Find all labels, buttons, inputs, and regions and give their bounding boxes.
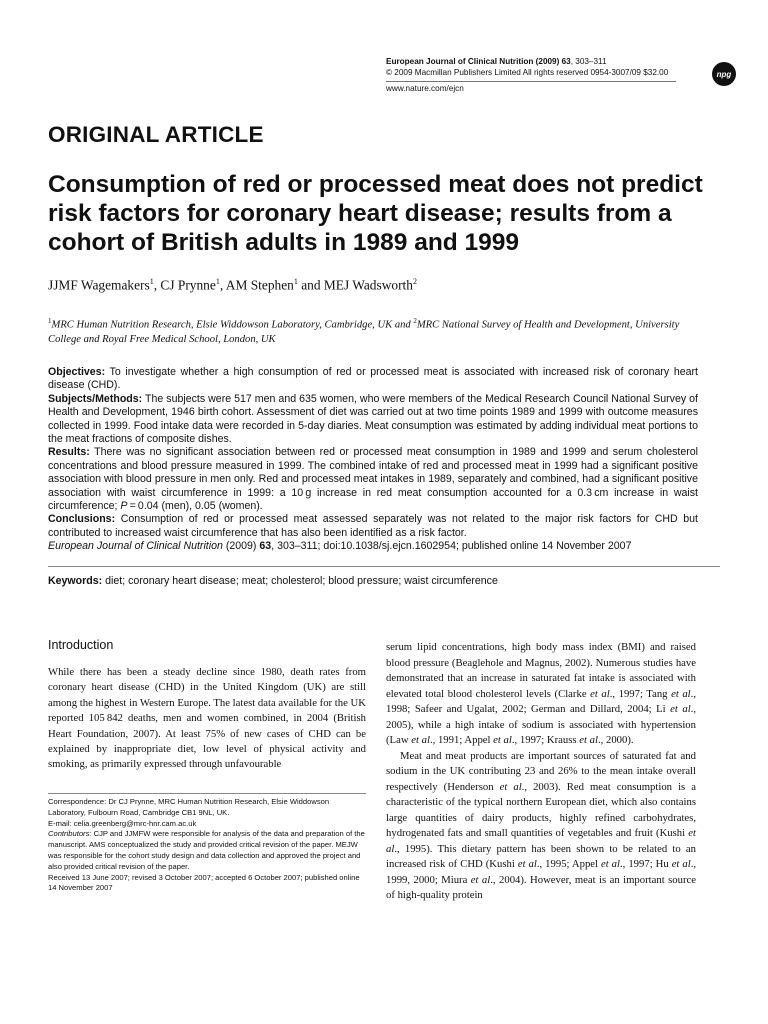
et-al: et al — [386, 827, 696, 855]
et-al: et al — [671, 687, 691, 700]
affiliation-text: MRC National Survey of Health and Development, University College and Royal Free Medical School, London, UK — [48, 319, 680, 346]
abstract-conclusions — [48, 513, 698, 540]
received-dates: Received 13 June 2007; revised 3 October 2007; accepted 6 October 2007; published online 14 November 2007 — [48, 872, 360, 893]
copyright-line: © 2009 Macmillan Publishers Limited All rights reserved 0954-3007/09 $32.00 — [386, 67, 669, 77]
npg-logo: npg — [712, 62, 736, 86]
citation-journal: European Journal of Clinical Nutrition — [48, 540, 223, 553]
journal-citation-line — [386, 57, 716, 68]
body-text: ., 2005), while a high intake of sodium is associated with hypertension (Law — [386, 703, 697, 746]
et-al: et al — [499, 780, 522, 793]
body-text: ., 1997; Krauss — [511, 734, 580, 746]
abstract-text: Consumption of red or processed meat assessed separately was not related to the major risk factors for CHD but contributed to increased waist circumference that has also been identified as a risk factor. — [48, 513, 698, 539]
affiliation-text: MRC Human Nutrition Research, Elsie Widdowson Laboratory, Cambridge, UK and — [51, 319, 414, 331]
introduction-right-column — [386, 640, 696, 904]
journal-name: European Journal of Clinical Nutrition (2009) — [386, 57, 562, 66]
footnote-divider — [48, 793, 366, 794]
et-al: et al — [600, 858, 620, 870]
abstract-methods — [48, 393, 698, 447]
author-name: and MEJ Wadsworth — [297, 277, 413, 293]
author-affiliation-mark: 2 — [412, 277, 417, 286]
author-affiliation-mark: 1 — [293, 277, 298, 286]
body-text: ., 1995; Appel — [536, 858, 601, 870]
author-affiliation-mark: 1 — [215, 277, 220, 286]
body-text: ., 1999, 2000; Miura — [386, 858, 697, 886]
body-text: ., 2003). Red meat consumption is a characteristic of the typical northern European diet, which also contains large quantities of dairy products, highly refined carbohydrates, hydrogenated fats and small quantities of vegetables and fruit (Kushi — [386, 780, 696, 839]
body-text: ., 2000). — [597, 734, 634, 746]
abstract-objectives — [48, 366, 698, 393]
abstract-citation — [48, 540, 698, 553]
contributors-text: CJP and JJMFW were responsible for analysis of the data and preparation of the manuscript. AMS conceptualized the study and provided critical revision of the paper. MEJW was responsible for the cohort study design and data collection and approved the project and also provided critical revision of the paper. — [48, 829, 365, 871]
author-affiliation-mark: 1 — [149, 277, 154, 286]
abstract — [48, 366, 698, 554]
et-al: et al — [670, 703, 691, 715]
et-al: et al — [671, 858, 691, 870]
correspondence-email[interactable]: E-mail: celia.greenberg@mrc-hnr.cam.ac.uk — [48, 818, 197, 828]
et-al: et al — [411, 734, 430, 746]
et-al: et al — [493, 734, 512, 746]
body-text: ., 1998; Safeer and Ugalat, 2002; German and Dillard, 2004; Li — [386, 687, 696, 715]
journal-pages: , 303–311 — [570, 57, 607, 66]
section-label: ORIGINAL ARTICLE — [48, 122, 264, 147]
abstract-text: = 0.04 (men), 0.05 (women). — [127, 500, 263, 513]
affiliation-mark: 2 — [413, 317, 417, 325]
abstract-label: Conclusions: — [48, 513, 116, 526]
body-text: ., 1991; Appel — [429, 734, 494, 746]
body-text: ., 2004). However, meat is an important source of high-quality protein — [386, 873, 696, 901]
body-text: ., 1997; Tang — [609, 687, 672, 700]
body-text: serum lipid concentrations, high body mass index (BMI) and raised blood pressure (Beaglehole and Magnus, 2002). Numerous studies have demonstrated that an increase in saturated fat intake is associated with elevated total blood cholesterol levels (Clarke — [386, 641, 696, 700]
contributors — [48, 829, 366, 872]
abstract-label: Subjects/Methods: — [48, 392, 143, 405]
abstract-text: There was no significant association between red or processed meat consumption in 1989 and 1999 and serum cholesterol concentrations and blood pressure measured in 1999. The combined intake of red and processed meat in 1999 had a significant positive association with blood pressure in men only. Red and processed meat intakes in 1989, separately and combined, had a significant positive association with waist circumference in 1999: a 10 g increase in red meat consumption accounted for a 0.3 cm increase in waist circumference; — [48, 446, 698, 513]
author-name: , AM Stephen — [219, 277, 294, 293]
correspondence: Correspondence: Dr CJ Prynne, MRC Human Nutrition Research, Elsie Widdowson Laboratory, Fulbourn Road, Cambridge CB1 9NL, UK. — [48, 797, 330, 817]
citation-year: (2009) — [222, 540, 260, 553]
author-name: JJMF Wagemakers — [48, 277, 150, 293]
journal-url[interactable]: www.nature.com/ejcn — [386, 81, 676, 95]
abstract-text: The subjects were 517 men and 635 women, who were members of the Medical Research Council National Survey of Health and Development, 1946 birth cohort. Assessment of diet was carried out at two time points 1989 and 1999 with outcome measures collected in 1999. Food intake data were recorded in 5-day diaries. Meat consumption was estimated by adding individual meat portions to the meat fractions of composite dishes. — [48, 392, 698, 446]
author-list — [48, 277, 728, 293]
body-text: Meat and meat products are important sources of saturated fat and sodium in the UK contributing 23 and 26% to the mean intake overall respectively (Henderson — [386, 749, 696, 793]
et-al: et al — [590, 687, 610, 700]
abstract-label: Objectives: — [48, 366, 106, 378]
body-paragraph — [386, 640, 696, 749]
contributors-label: Contributors: — [48, 829, 92, 839]
introduction-heading: Introduction — [48, 638, 114, 652]
citation-volume: 63 — [259, 540, 272, 553]
abstract-text: To investigate whether a high consumption of red or processed meat is associated with increased risk of coronary heart disease (CHD). — [48, 366, 698, 392]
keywords-label: Keywords: — [48, 575, 103, 587]
et-al: et al — [517, 858, 537, 870]
journal-volume: 63 — [561, 57, 571, 66]
body-text: ., 1995). This dietary pattern has been shown to be related to an increased risk of CHD (Kushi — [386, 842, 696, 870]
keywords — [48, 575, 720, 587]
introduction-paragraph: While there has been a steady decline since 1980, death rates from coronary heart disease (CHD) in the United Kingdom (UK) are still among the highest in Western Europe. The latest data available for the UK reported 105 842 deaths, men and women combined, in 2004 (British Heart Foundation, 2007). At least 75% of new cases of CHD can be explained by inappropriate diet, low level of physical activity and smoking, as primarily expressed through unfavourable — [48, 666, 366, 771]
introduction-left-column — [48, 665, 366, 773]
article-title: Consumption of red or processed meat does not predict risk factors for coronary heart disease; results from a cohort of British adults in 1989 and 1999 — [48, 171, 703, 256]
keywords-divider — [48, 566, 720, 567]
body-paragraph — [386, 749, 696, 904]
affiliation-mark: 1 — [48, 317, 52, 325]
affiliations — [48, 314, 688, 348]
p-value-symbol: P — [120, 500, 128, 513]
citation-details: , 303–311; doi:10.1038/sj.ejcn.1602954; published online 14 November 2007 — [271, 540, 632, 553]
et-al: et al — [470, 873, 491, 886]
et-al: et al — [579, 734, 598, 746]
keywords-text: diet; coronary heart disease; meat; cholesterol; blood pressure; waist circumference — [102, 575, 498, 587]
body-text: ., 1997; Hu — [620, 858, 672, 870]
author-name: , CJ Prynne — [153, 277, 216, 293]
abstract-results — [48, 446, 698, 513]
journal-header — [386, 57, 716, 95]
footnotes — [48, 797, 366, 894]
abstract-label: Results: — [48, 446, 90, 459]
